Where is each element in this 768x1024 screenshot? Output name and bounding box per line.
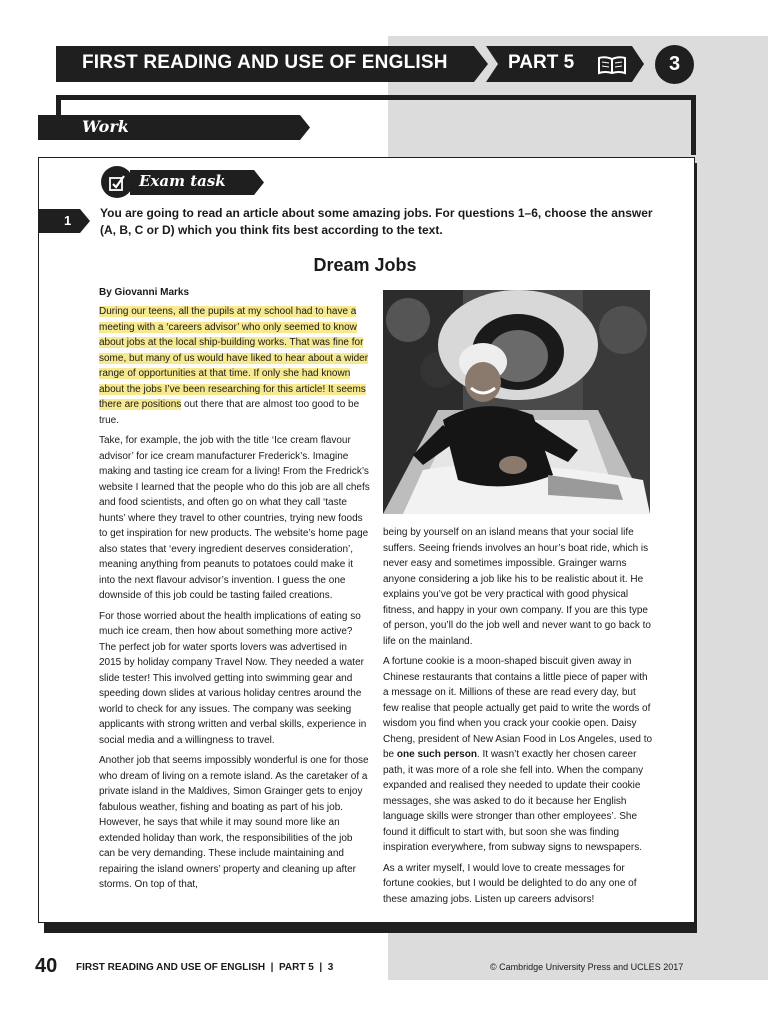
paragraph-text: A fortune cookie is a moon-shaped biscuit given away in Chinese restaurants that contains a little piece of paper with a message on it. Millions of these are read every day, but few realise that people actually get paid to write the words of wisdom you find when you crack your cookie open. Daisy Cheng, president of New Asian Food in Los Angeles, used to be [383, 656, 653, 760]
article-paragraph: being by yourself on an island means that your social life suffers. Seeing friends involves an hour’s boat ride, which is never easy and sometimes impossible. Grainger warns anyone considering a job like his to be realistic about it. He explains you’ve got be very practical with good physical fitness, and happy in your own company. If you are this type of person, you’ll do the job well and never want to go back to life on the mainland. [383, 527, 651, 647]
article-paragraph: Another job that seems impossibly wonderful is one for those who dream of living on a remote island. As the caretaker of a private island in the Maldives, Simon Grainger gets to enjoy fabulous weather, fishing and boating as part of his job. However, he says that while it may sound more like an extended holiday than work, the responsibilities of the job can be very demanding. These include maintaining and repairing the island owners’ property and cleaning up after storms. On top of that, [99, 755, 369, 890]
frame-top-rule [56, 95, 696, 100]
header-title: FIRST READING AND USE OF ENGLISH [82, 52, 448, 73]
task-instructions: You are going to read an article about some amazing jobs. For questions 1–6, choose the answer (A, B, C or D) which you think fits best according to the text. [100, 206, 653, 237]
question-number: 1 [64, 213, 72, 228]
checkbox-icon [108, 174, 126, 192]
page-number: 40 [35, 955, 58, 977]
bold-phrase: one such person [396, 749, 477, 760]
open-book-icon [597, 55, 627, 75]
highlighted-text: During our teens, all the pupils at my school had to have a meeting with a ‘careers advisor’ who only seemed to know about jobs at the local ship-building works. That was fine for some, but many of us would have liked to hear about a wider range of opportunities at that time. If only she had known about the jobs I’ve been researching for this article! It seems there are positions [99, 306, 369, 410]
article-paragraph [99, 304, 371, 428]
unit-number-badge: 3 [655, 45, 694, 84]
article-byline: By Giovanni Marks [99, 287, 190, 298]
frame-right-rule [691, 95, 696, 155]
section-banner [38, 115, 310, 140]
exam-task-label: Exam task [139, 172, 226, 190]
article-title: Dream Jobs [313, 255, 417, 275]
article-paragraph: For those worried about the health implications of eating so much ice cream, then how about something more active? The perfect job for water sports lovers was advertised in 2015 by holiday company Travel Now. They needed a water slide tester! This involved getting into swimming gear and speeding down slides at various holiday centres around the world to check for any issues. The company was seeking applicants with strong written and verbal skills, experience in social media and a willingness to travel. [99, 610, 367, 746]
footer-running-title: FIRST READING AND USE OF ENGLISH | PART 5 | 3 [76, 962, 334, 973]
paragraph-text: out there that are almost too good to be true. [99, 399, 360, 426]
frame-left-rule [56, 95, 61, 115]
water-slide-photo [383, 290, 650, 514]
article-column-left [99, 304, 371, 898]
article-column-right [383, 525, 653, 912]
copyright-notice: © Cambridge University Press and UCLES 2017 [490, 962, 684, 972]
paragraph-text: . It wasn’t exactly her chosen career path, it was more of a role she fell into. When the company expanded and realised they needed to update their cookie messages, she was asked to do it because her English language skills were stronger than other employees’. She found it difficult to start with, but soon she was finding inspiration everywhere, from subway signs to newspapers. [383, 749, 644, 853]
article-paragraph [383, 654, 653, 856]
part-label: PART 5 [508, 52, 575, 73]
article-paragraph: Take, for example, the job with the title ‘Ice cream flavour advisor’ for ice cream manufacturer Frederick’s. Imagine making and tasting ice cream for a living! From the Fredrick’s website I learned that the people who do this job are all chefs and food scientists, and often go on what they call ‘taste hunts’ where they travel to other countries, trying new foods to get inspiration for new products. The website’s home page also states that ‘every ingredient deserves consideration’, meaning anything from peanuts to potatoes could make it into the next flavour advisor’s invention. I guess the one downside of this job could be tasting failed creations. [99, 435, 370, 601]
article-paragraph: As a writer myself, I would love to create messages for fortune cookies, but I would be delighted to do any one of these amazing jobs. Listen up careers advisors! [383, 862, 637, 905]
section-title: Work [82, 117, 129, 136]
